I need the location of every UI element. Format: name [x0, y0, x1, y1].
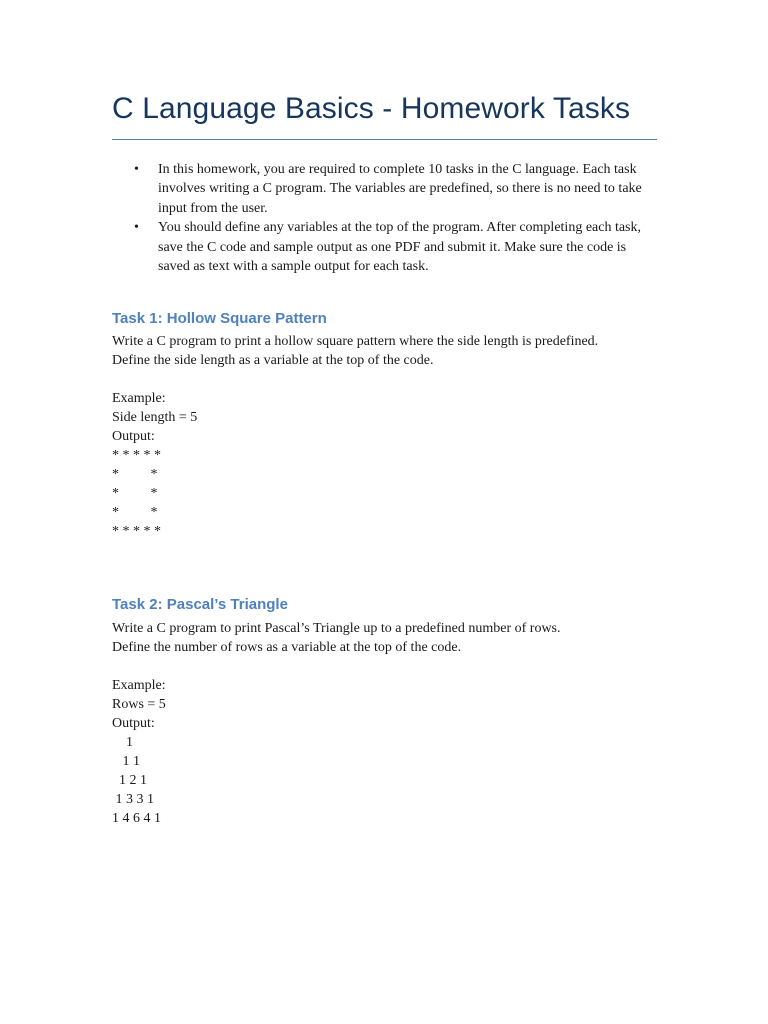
task1-input-line: Side length = 5 [112, 410, 198, 425]
task2-output-label: Output: [112, 716, 155, 731]
intro-bullet-item [112, 218, 657, 276]
task1-output-line: * * [112, 486, 158, 501]
task2-output-line: 1 1 [112, 754, 140, 769]
task2-output-line: 1 [112, 735, 133, 750]
intro-bullet-text: In this homework, you are required to complete 10 tasks in the C language. Each task involves writing a C program. The variables are predefined, so there is no need to take input from the user. [158, 162, 642, 216]
intro-bullet-text: You should define any variables at the top of the program. After completing each task, save the C code and sample output as one PDF and submit it. Make sure the code is saved as text with a sample output for each task. [158, 220, 642, 275]
task2-description [112, 619, 657, 657]
task1-heading: Task 1: Hollow Square Pattern [112, 310, 327, 327]
task2-description-line: Write a C program to print Pascal’s Triangle up to a predefined number of rows. [112, 621, 561, 636]
bullet-icon: • [134, 220, 139, 236]
intro-bullet-list [112, 160, 657, 276]
task2-example [112, 676, 657, 828]
task1-example [112, 389, 657, 541]
task1-description [112, 332, 657, 370]
intro-bullet-item [112, 160, 657, 218]
task2-output-line: 1 3 3 1 [112, 792, 154, 807]
task1-example-label: Example: [112, 391, 166, 406]
task2-input-line: Rows = 5 [112, 697, 166, 712]
task2-heading: Task 2: Pascal’s Triangle [112, 596, 288, 613]
task2-output-line: 1 4 6 4 1 [112, 811, 161, 826]
task1-output-line: * * * * * [112, 524, 161, 539]
title-underline [112, 139, 657, 140]
task1-description-line: Write a C program to print a hollow square pattern where the side length is predefined. [112, 334, 599, 349]
task1-output-line: * * * * * [112, 448, 161, 463]
bullet-icon: • [134, 162, 139, 177]
task1-output-line: * * [112, 505, 158, 520]
task1-description-line: Define the side length as a variable at the top of the code. [112, 353, 434, 368]
task2-description-line: Define the number of rows as a variable at the top of the code. [112, 640, 462, 655]
task2-output-line: 1 2 1 [112, 773, 147, 788]
document-title: C Language Basics - Homework Tasks [112, 92, 631, 125]
task1-output-line: * * [112, 467, 158, 482]
task2-example-label: Example: [112, 678, 166, 693]
task1-output-label: Output: [112, 429, 155, 444]
